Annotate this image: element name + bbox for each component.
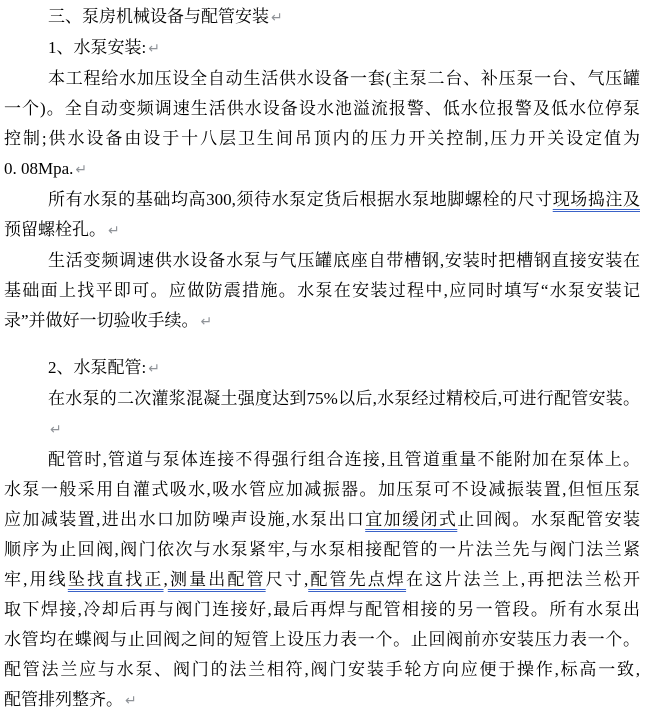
- text-line: [4, 655, 640, 685]
- text-line: [4, 685, 640, 716]
- text-segment: 控制;供水设备由设于十八层卫生间吊顶内的压力开关控制,压力开关设定值为: [4, 129, 640, 148]
- text-segment: 本工程给水加压设全自动生活供水设备一套(主泵二台、补压泵一台、气压罐: [48, 69, 640, 88]
- text-segment: 0. 08Mpa.: [4, 159, 74, 178]
- text-line: [4, 33, 640, 64]
- paragraph-mark-icon: ↵: [200, 314, 213, 330]
- grammar-underlined-text: 配管先点焊: [308, 570, 407, 589]
- text-segment: 配管时,管道与泵体连接不得强行组合连接,且管道重量不能附加在泵体上。: [48, 450, 640, 469]
- text-segment: 2、水泵配管:: [48, 358, 147, 377]
- text-segment: 三、泵房机械设备与配管安装: [48, 7, 269, 26]
- text-line: [4, 505, 640, 535]
- text-segment: 尺寸,: [265, 570, 309, 589]
- grammar-underlined-text: 测量出配管: [167, 570, 266, 589]
- text-line: [4, 154, 640, 185]
- text-line: [4, 445, 640, 475]
- text-line: [4, 94, 640, 124]
- text-line: [4, 124, 640, 154]
- paragraph-mark-icon: ↵: [125, 693, 137, 709]
- grammar-underlined-text: 坠找直找正: [67, 570, 164, 589]
- text-segment: 在这片法兰上,再把法兰松开: [406, 570, 641, 589]
- text-line: [4, 246, 640, 276]
- paragraph-mark-icon: ↵: [148, 361, 160, 377]
- text-segment: 基础面上找平即可。应做防震措施。水泵在安装过程中,应同时填写“水泵安装记: [4, 281, 640, 300]
- document-text: [4, 2, 640, 716]
- text-segment: 顺序为止回阀,阀门依次与水泵紧牢,与水泵相接配管的一片法兰先与阀门法兰紧: [4, 540, 640, 559]
- text-segment: 在水泵的二次灌浆混凝土强度达到75%以后,水泵经过精校后,可进行配管安装。: [48, 389, 640, 408]
- paragraph-mark-icon: ↵: [148, 41, 160, 57]
- text-segment: 取下焊接,冷却后再与阀门连接好,最后再焊与配管相接的另一管段。所有水泵出: [4, 600, 640, 619]
- text-segment: 牢,用线: [4, 570, 68, 589]
- text-segment: 预留螺栓孔。: [4, 220, 106, 239]
- text-segment: 1、水泵安装:: [48, 38, 147, 57]
- text-line: [4, 475, 640, 505]
- text-segment: 水泵一般采用自灌式吸水,吸水管应加减振器。加压泵可不设减振装置,但恒压泵: [4, 480, 640, 499]
- text-segment: 止回阀。水泵配管安装: [457, 510, 641, 529]
- paragraph-mark-icon: ↵: [75, 162, 88, 178]
- text-line: [4, 185, 640, 215]
- paragraph-mark-icon: ↵: [108, 223, 120, 239]
- grammar-underlined-text: 现场捣注及: [552, 190, 640, 209]
- text-segment: 应加减装置,进出水口加防噪声设施,水泵出口: [4, 510, 366, 529]
- text-line: [4, 2, 640, 33]
- text-segment: 配管法兰应与水泵、阀门的法兰相符,阀门安装手轮方向应便于操作,标高一致,: [4, 660, 640, 679]
- text-segment: ,: [163, 570, 168, 589]
- text-line: [4, 565, 640, 595]
- text-line: [4, 384, 640, 445]
- paragraph-mark-icon: ↵: [271, 10, 283, 26]
- text-segment: 录”并做好一切验收手续。: [4, 311, 199, 330]
- text-line: [4, 64, 640, 94]
- paragraph-mark-icon: ↵: [50, 422, 62, 438]
- text-segment: 一个)。全自动变频调速生活供水设备设水池溢流报警、低水位报警及低水位停泵: [4, 99, 640, 118]
- grammar-underlined-text: 宜加缓闭式: [365, 510, 458, 529]
- text-line: [4, 276, 640, 306]
- text-line: [4, 595, 640, 625]
- text-line: [4, 625, 640, 655]
- text-line: [4, 353, 640, 384]
- text-line: [4, 535, 640, 565]
- text-segment: 所有水泵的基础均高300,须待水泵定货后根据水泵地脚螺栓的尺寸: [48, 190, 553, 209]
- text-segment: 水管均在蝶阀与止回阀之间的短管上设压力表一个。止回阀前亦安装压力表一个。: [4, 630, 640, 649]
- text-line: [4, 215, 640, 246]
- text-line: [4, 306, 640, 337]
- text-segment: 生活变频调速供水设备水泵与气压罐底座自带槽钢,安装时把槽钢直接安装在: [48, 251, 640, 270]
- text-segment: 配管排列整齐。: [4, 690, 123, 709]
